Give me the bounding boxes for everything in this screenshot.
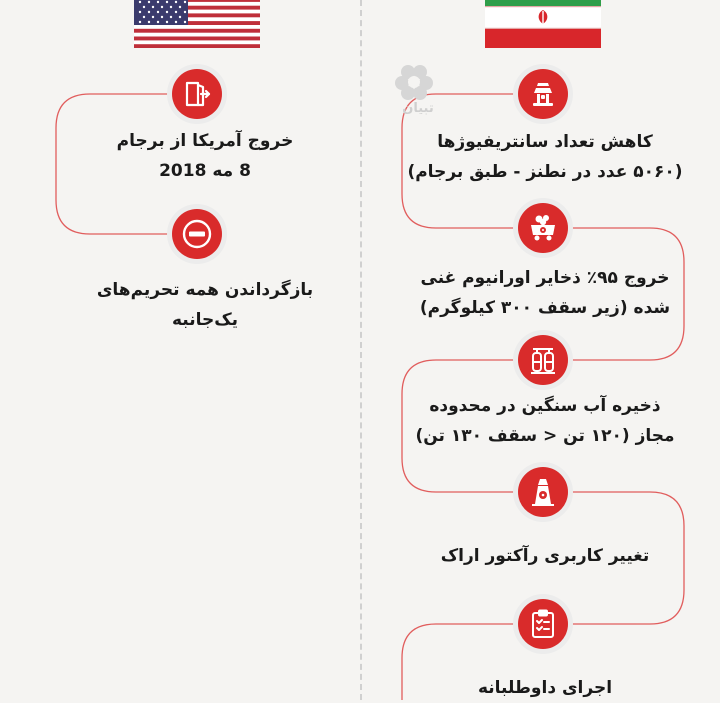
- iran-item-4-line1: تغییر کاربری رآکتور اراک: [440, 546, 650, 566]
- usa-item-1-label: [60, 126, 350, 186]
- usa-item-2-line2: یک‌جانبه: [171, 310, 239, 330]
- iran-item-3-line1: ذخیره آب سنگین در محدوده: [429, 396, 661, 416]
- iran-item-5-label: [380, 673, 710, 703]
- iran-item-2-line1: خروج ۹۵٪ ذخایر اورانیوم غنی: [420, 268, 670, 288]
- heavy-water-tanks-icon: [518, 335, 568, 385]
- iran-item-3-label: [380, 391, 710, 451]
- usa-item-1-line1: خروج آمریکا از برجام: [116, 131, 294, 151]
- iran-item-5-line1: اجرای داوطلبانه: [477, 678, 613, 698]
- reactor-icon: [518, 467, 568, 517]
- uranium-cart-icon: [518, 203, 568, 253]
- usa-item-2-line1: بازگرداندن همه تحریم‌های: [96, 280, 314, 300]
- iran-item-1-line2: (۵۰۶۰ عدد در نطنز - طبق برجام): [407, 162, 683, 182]
- iran-item-1-label: [380, 127, 710, 187]
- iran-item-2-label: [380, 263, 710, 323]
- watermark-text: تبیان: [402, 101, 434, 116]
- usa-item-2-label: [60, 275, 350, 335]
- iran-item-4-label: [380, 541, 710, 571]
- iran-item-3-line2: مجاز (۱۲۰ تن < سقف ۱۳۰ تن): [415, 426, 675, 446]
- exit-door-icon: [172, 69, 222, 119]
- iran-item-2-line2: شده (زیر سقف ۳۰۰ کیلوگرم): [419, 298, 671, 318]
- usa-item-1-line2: 8 مه 2018: [159, 161, 251, 181]
- checklist-icon: [518, 599, 568, 649]
- no-entry-icon: [172, 209, 222, 259]
- iran-item-1-line1: کاهش تعداد سانتریفیوژها: [437, 132, 653, 152]
- centrifuge-icon: [518, 69, 568, 119]
